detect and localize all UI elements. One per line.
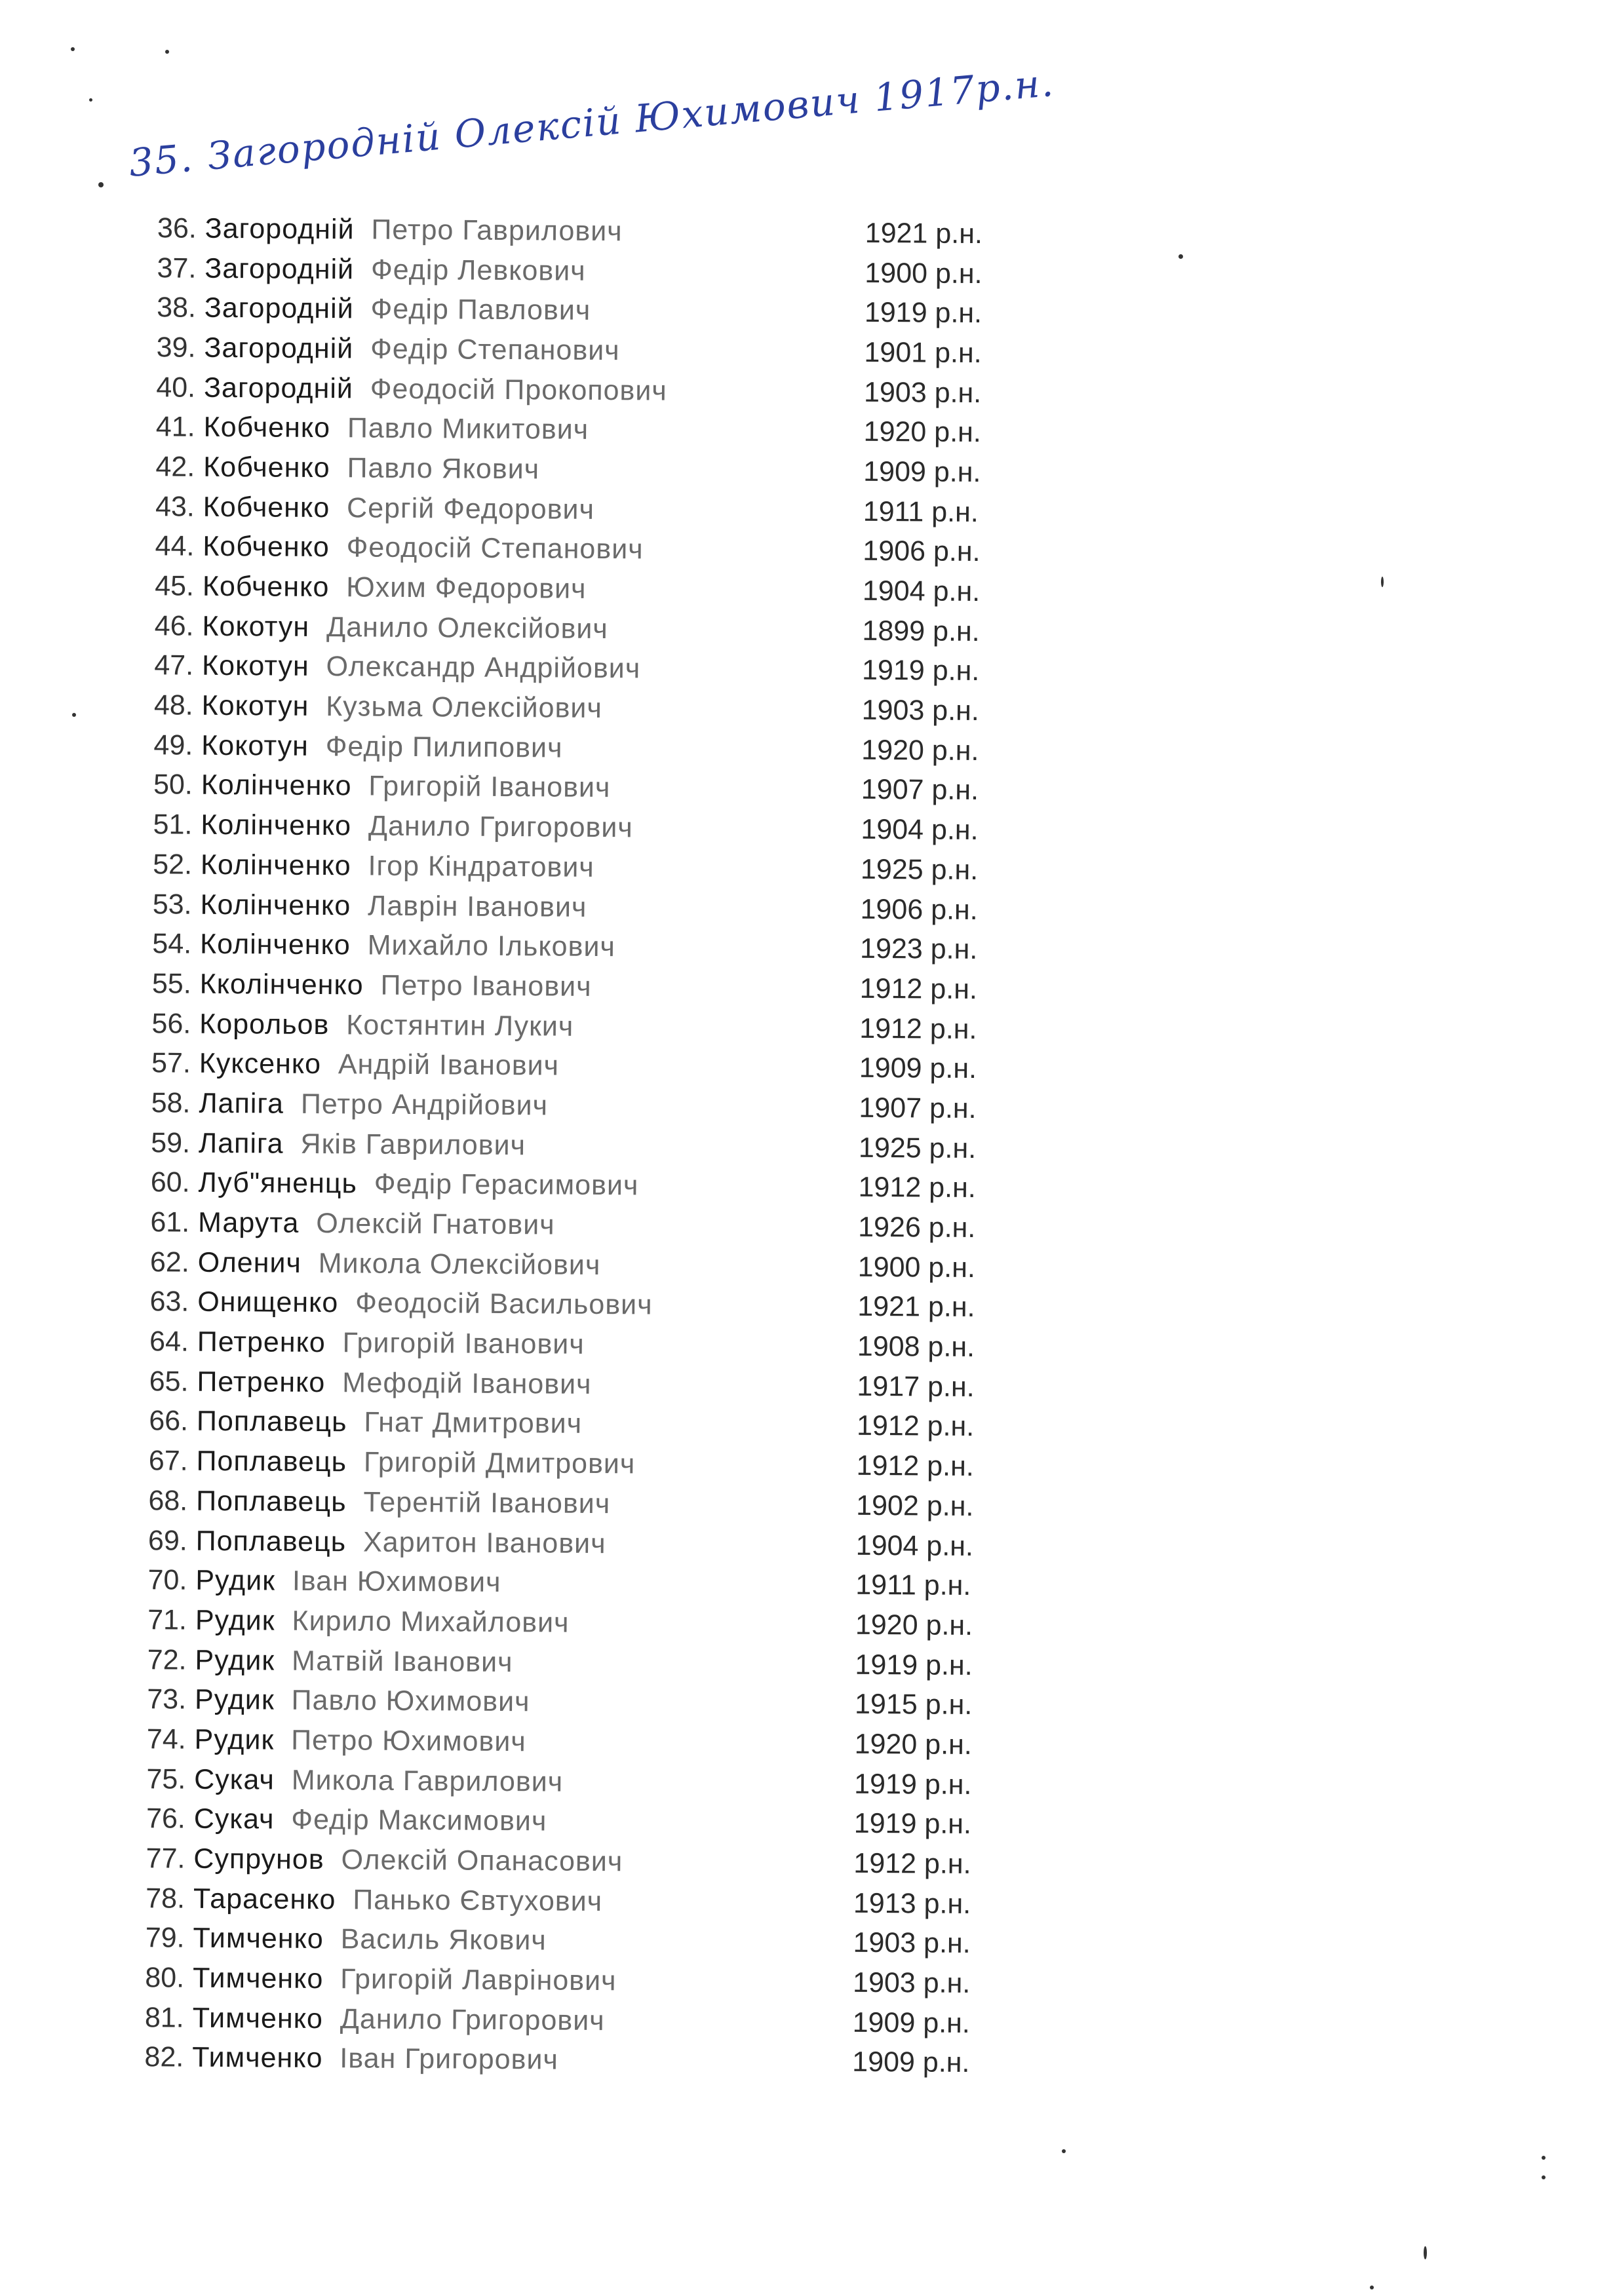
entry-number: 63. <box>149 1286 189 1318</box>
entry-name <box>184 1924 840 1957</box>
entry-name <box>191 890 847 923</box>
entry-given-names: Мефодій Іванович <box>342 1367 592 1400</box>
entry-surname: Петренко <box>197 1326 326 1359</box>
entry-given-names: Микола Олексійович <box>318 1247 601 1281</box>
entry-birth-year: 1915 р.н. <box>854 1689 973 1721</box>
entry-given-names: Петро Гаврилович <box>371 214 623 248</box>
entry-number: 45. <box>155 570 195 602</box>
entry-birth-year: 1903 р.н. <box>861 694 980 727</box>
entry-given-names: Лаврін Іванович <box>367 890 587 923</box>
entry-birth-year: 1901 р.н. <box>864 336 982 369</box>
entry-given-names: Андрій Іванович <box>338 1048 560 1082</box>
list-item <box>119 1998 1069 2044</box>
list-item <box>124 1242 1074 1289</box>
list-item <box>126 964 1076 1010</box>
list-item <box>130 328 1080 374</box>
entry-number: 39. <box>156 332 196 364</box>
entry-number: 74. <box>146 1723 186 1755</box>
entry-surname: Куксенко <box>199 1048 322 1081</box>
entry-surname: Рудик <box>194 1684 275 1716</box>
entry-birth-year: 1926 р.н. <box>858 1211 976 1244</box>
entry-surname: Онищенко <box>197 1286 339 1319</box>
list-item <box>121 1600 1072 1647</box>
entry-name <box>194 533 849 565</box>
entry-number: 67. <box>148 1445 188 1477</box>
entry-name <box>189 1206 845 1242</box>
entry-given-names: Данило Григорович <box>340 2003 605 2037</box>
entry-given-names: Яків Гаврилович <box>300 1128 526 1161</box>
entry-name <box>187 1487 843 1520</box>
list-item <box>123 1282 1074 1329</box>
entry-given-names: Феодосій Прокопович <box>370 373 667 407</box>
entry-number: 48. <box>153 689 193 721</box>
entry-surname: Кобченко <box>202 570 330 603</box>
entry-given-names: Сергій Федорович <box>346 491 595 526</box>
list-item <box>128 566 1079 613</box>
entry-surname: Поплавець <box>196 1485 347 1518</box>
entry-number: 72. <box>147 1643 187 1676</box>
entry-name <box>193 652 849 685</box>
entry-number: 71. <box>147 1604 187 1636</box>
entry-number: 57. <box>151 1047 191 1079</box>
entry-given-names: Василь Якович <box>340 1923 547 1957</box>
entry-birth-year: 1904 р.н. <box>862 575 981 608</box>
entry-surname: Сукач <box>194 1763 275 1796</box>
entry-surname: Сукач <box>193 1803 275 1835</box>
scan-speck <box>165 50 169 54</box>
entry-name <box>188 1447 844 1480</box>
entry-name <box>190 1087 846 1122</box>
entry-name <box>191 930 847 963</box>
entry-birth-year: 1912 р.н. <box>858 1172 976 1204</box>
entry-birth-year: 1919 р.н. <box>861 655 980 687</box>
entry-birth-year: 1907 р.н. <box>859 1092 977 1125</box>
entry-birth-year: 1900 р.н. <box>857 1251 976 1284</box>
entry-number: 62. <box>149 1246 189 1278</box>
entry-name <box>186 1646 842 1679</box>
entry-given-names: Григорій Іванович <box>342 1327 585 1360</box>
entry-name <box>195 373 851 406</box>
entry-birth-year: 1911 р.н. <box>855 1569 971 1602</box>
list-item <box>123 1322 1074 1368</box>
entry-surname: Колінченко <box>199 928 351 961</box>
entry-number: 70. <box>147 1564 187 1596</box>
entry-surname: Загородній <box>204 212 355 246</box>
list-item <box>128 526 1079 573</box>
entry-given-names: Юхим Федорович <box>346 571 587 605</box>
entry-name <box>196 294 851 327</box>
entry-given-names: Гнат Дмитрович <box>364 1406 583 1440</box>
entry-name <box>189 1248 845 1281</box>
entry-name <box>197 212 852 248</box>
entry-birth-year: 1903 р.н. <box>863 376 982 409</box>
entry-name <box>195 453 850 486</box>
entry-number: 73. <box>147 1683 187 1715</box>
list-item <box>121 1640 1071 1687</box>
entry-given-names: Феодосій Степанович <box>346 531 644 565</box>
list-item <box>127 685 1078 732</box>
entry-birth-year: 1919 р.н. <box>864 297 983 330</box>
entry-surname: Тарасенко <box>193 1883 336 1915</box>
entry-surname: Лапіга <box>199 1087 284 1120</box>
entry-number: 75. <box>146 1763 186 1795</box>
entry-surname: Корольов <box>199 1008 330 1041</box>
entry-surname: Кокотун <box>201 729 309 762</box>
entry-number: 53. <box>152 888 192 921</box>
entry-number: 51. <box>153 809 193 841</box>
entry-number: 46. <box>154 609 194 642</box>
entry-surname: Кокотун <box>202 610 310 643</box>
entry-surname: Кобченко <box>203 531 330 564</box>
entry-name <box>185 1885 840 1917</box>
entry-birth-year: 1919 р.н. <box>853 1808 972 1841</box>
entry-number: 61. <box>150 1206 190 1238</box>
list-item <box>121 1560 1072 1607</box>
list-item <box>126 845 1077 891</box>
entry-name <box>190 1129 846 1162</box>
entry-surname: Загородній <box>204 292 354 325</box>
entry-surname: Кобченко <box>203 411 331 444</box>
entry-name <box>193 731 848 764</box>
entry-birth-year: 1912 р.н. <box>856 1410 975 1443</box>
entry-surname: Колінченко <box>201 769 352 802</box>
entry-surname: Рудик <box>195 1644 275 1677</box>
entry-given-names: Павло Микитович <box>347 412 589 446</box>
list-item <box>124 1162 1074 1209</box>
entry-birth-year: 1903 р.н. <box>852 1966 971 2000</box>
entry-name <box>189 1328 844 1361</box>
entry-birth-year: 1913 р.н. <box>853 1887 971 1920</box>
list-item <box>119 1879 1070 1925</box>
entry-given-names: Павло Юхимович <box>291 1685 530 1718</box>
entry-given-names: Григорій Дмитрович <box>363 1446 636 1480</box>
entry-birth-year: 1907 р.н. <box>861 774 979 807</box>
entry-surname: Колінченко <box>200 849 351 882</box>
entry-given-names: Іван Григорович <box>340 2042 559 2076</box>
entry-birth-year: 1909 р.н. <box>859 1052 977 1085</box>
list-item <box>126 885 1076 931</box>
entry-number: 64. <box>149 1326 189 1358</box>
entry-number: 60. <box>150 1166 190 1199</box>
entry-surname: Колінченко <box>201 809 352 842</box>
entry-birth-year: 1909 р.н. <box>852 2006 971 2039</box>
entry-birth-year: 1912 р.н. <box>859 972 978 1005</box>
entry-given-names: Феодосій Васильович <box>355 1287 653 1322</box>
entry-surname: Луб"яненць <box>198 1167 358 1200</box>
entry-number: 79. <box>145 1922 185 1955</box>
entry-number: 36. <box>157 212 197 244</box>
entry-birth-year: 1920 р.н. <box>854 1728 972 1761</box>
entry-number: 76. <box>146 1803 186 1835</box>
scan-speck <box>1381 577 1384 587</box>
entry-surname: Тимченко <box>192 2042 323 2075</box>
entry-given-names: Федір Максимович <box>291 1804 547 1837</box>
entry-given-names: Микола Гаврилович <box>291 1764 564 1798</box>
list-item <box>119 1958 1069 2004</box>
entry-name <box>195 413 851 446</box>
list-item <box>120 1719 1070 1766</box>
entry-given-names: Данило Олексійович <box>326 611 608 645</box>
entry-name <box>189 1169 845 1202</box>
entry-surname: Тимченко <box>192 2002 324 2035</box>
entry-number: 52. <box>153 849 193 881</box>
list-item <box>127 765 1078 812</box>
list-item <box>125 1123 1075 1170</box>
entry-birth-year: 1917 р.н. <box>857 1370 975 1403</box>
entry-given-names: Петро Юхимович <box>291 1724 526 1758</box>
entry-number: 54. <box>152 928 192 960</box>
entry-surname: Загородній <box>204 252 355 285</box>
entry-name <box>191 1010 846 1043</box>
handwritten-entry-text: Загородній Олексій Юхимович 1917р.н. <box>205 60 1057 179</box>
entry-name <box>184 2004 840 2037</box>
entry-number: 40. <box>156 371 196 404</box>
entry-birth-year: 1909 р.н. <box>863 455 981 489</box>
list-item <box>129 447 1080 493</box>
list-item <box>130 288 1081 334</box>
entry-given-names: Харитон Іванович <box>362 1526 606 1559</box>
entry-name <box>184 1964 840 1997</box>
entry-name <box>192 811 847 844</box>
name-list <box>118 208 1081 2084</box>
scan-speck <box>1542 2175 1546 2179</box>
entry-given-names: Кирило Михайлович <box>292 1605 570 1639</box>
entry-number: 65. <box>149 1366 189 1398</box>
scan-speck <box>1424 2246 1427 2259</box>
entry-number: 80. <box>145 1962 185 1994</box>
entry-birth-year: 1899 р.н. <box>862 615 980 647</box>
list-item <box>119 1918 1069 1964</box>
entry-name <box>193 689 849 725</box>
entry-name <box>187 1564 842 1599</box>
entry-number: 82. <box>144 2041 184 2074</box>
entry-name <box>192 851 847 884</box>
list-item <box>120 1799 1070 1845</box>
entry-given-names: Панько Євтухович <box>353 1884 603 1917</box>
list-item <box>125 1004 1076 1050</box>
entry-name <box>193 771 848 804</box>
entry-number: 81. <box>144 2001 184 2034</box>
entry-name <box>185 1765 841 1798</box>
entry-birth-year: 1906 р.н. <box>863 535 981 568</box>
entry-surname: Кокотун <box>201 689 309 723</box>
entry-birth-year: 1921 р.н. <box>857 1291 975 1324</box>
list-item <box>123 1362 1073 1408</box>
entry-surname: Кколінченко <box>199 968 364 1001</box>
entry-name <box>187 1604 842 1639</box>
entry-given-names: Костянтин Лукич <box>346 1008 574 1043</box>
entry-surname: Лапіга <box>198 1127 284 1160</box>
entry-given-names: Федір Степанович <box>370 333 620 367</box>
entry-given-names: Терентій Іванович <box>363 1486 611 1520</box>
list-item <box>131 208 1081 255</box>
entry-surname: Тимченко <box>193 1923 324 1955</box>
list-item <box>127 725 1078 772</box>
entry-number: 66. <box>149 1405 189 1438</box>
entry-given-names: Олексій Гнатович <box>316 1208 555 1241</box>
entry-surname: Кокотун <box>201 650 309 683</box>
entry-birth-year: 1920 р.н. <box>863 416 981 449</box>
scan-speck <box>1542 2156 1546 2160</box>
list-item <box>122 1521 1072 1567</box>
entry-birth-year: 1908 р.н. <box>857 1330 975 1364</box>
entry-given-names: Іван Юхимович <box>292 1565 501 1599</box>
entry-name <box>194 570 849 605</box>
list-item <box>129 407 1080 453</box>
entry-surname: Марута <box>197 1206 300 1239</box>
entry-surname: Поплавець <box>195 1525 347 1558</box>
entry-name <box>187 1527 843 1559</box>
entry-birth-year: 1904 р.н. <box>861 813 979 847</box>
entry-birth-year: 1911 р.н. <box>863 495 979 528</box>
entry-given-names: Петро Андрійович <box>300 1088 549 1122</box>
entry-given-names: Павло Якович <box>347 452 540 486</box>
entry-surname: Кобченко <box>203 451 330 484</box>
entry-surname: Кобченко <box>203 491 330 524</box>
entry-birth-year: 1920 р.н. <box>861 734 979 767</box>
entry-number: 44. <box>155 530 195 563</box>
list-item <box>122 1441 1072 1487</box>
list-item <box>122 1481 1072 1527</box>
scan-speck <box>1062 2149 1066 2153</box>
list-item <box>130 248 1081 295</box>
list-item <box>124 1202 1074 1249</box>
entry-number: 43. <box>155 490 195 523</box>
list-item <box>126 805 1077 851</box>
entry-birth-year: 1919 р.н. <box>855 1649 973 1681</box>
entry-birth-year: 1912 р.н. <box>856 1449 974 1483</box>
list-item <box>120 1759 1070 1806</box>
entry-name <box>185 1845 840 1878</box>
scan-speck <box>1370 2286 1374 2289</box>
scan-speck <box>1178 254 1183 259</box>
handwritten-entry-number: 35. <box>127 135 195 185</box>
list-item <box>128 606 1078 653</box>
list-item <box>129 487 1080 533</box>
entry-number: 69. <box>147 1524 187 1557</box>
entry-given-names: Федір Левкович <box>370 254 586 287</box>
entry-given-names: Федір Пилипович <box>325 730 563 764</box>
entry-number: 49. <box>153 729 193 761</box>
list-item <box>119 1839 1070 1885</box>
entry-given-names: Кузьма Олексійович <box>326 691 602 725</box>
entry-number: 38. <box>156 292 197 324</box>
entry-given-names: Михайло Ількович <box>367 929 616 963</box>
entry-birth-year: 1920 р.н. <box>855 1609 973 1641</box>
handwritten-entry <box>127 60 1056 185</box>
entry-name <box>195 334 851 367</box>
entry-given-names: Данило Григорович <box>368 810 633 844</box>
list-item <box>123 1402 1073 1448</box>
scan-speck <box>71 47 75 51</box>
scan-speck <box>98 182 104 187</box>
entry-number: 55. <box>151 968 191 1000</box>
entry-birth-year: 1923 р.н. <box>859 933 978 966</box>
entry-name <box>189 1288 844 1321</box>
entry-birth-year: 1925 р.н. <box>860 853 979 886</box>
entry-number: 37. <box>157 252 197 284</box>
entry-surname: Петренко <box>197 1366 326 1398</box>
entry-name <box>191 970 847 1003</box>
entry-surname: Поплавець <box>196 1445 347 1478</box>
entry-given-names: Федір Герасимович <box>374 1168 639 1202</box>
list-item <box>118 2038 1068 2084</box>
entry-surname: Загородній <box>204 332 354 365</box>
entry-number: 42. <box>155 451 195 483</box>
entry-given-names: Петро Іванович <box>380 969 592 1003</box>
entry-given-names: Олександр Андрійович <box>326 651 641 685</box>
entry-name <box>188 1368 844 1400</box>
entry-number: 77. <box>146 1843 185 1875</box>
scan-speck <box>89 98 92 102</box>
entry-surname: Поплавець <box>196 1406 347 1438</box>
entry-given-names: Олексій Опанасович <box>341 1844 623 1878</box>
entry-birth-year: 1912 р.н. <box>853 1847 971 1881</box>
entry-surname: Оленич <box>197 1246 302 1279</box>
entry-given-names: Григорій Іванович <box>368 771 611 804</box>
entry-name <box>188 1407 844 1440</box>
entry-name <box>186 1723 842 1759</box>
entry-birth-year: 1919 р.н. <box>854 1768 972 1801</box>
list-item <box>128 646 1078 693</box>
entry-name <box>195 493 850 526</box>
entry-number: 47. <box>154 649 194 682</box>
entry-surname: Рудик <box>195 1564 276 1597</box>
entry-name <box>186 1686 842 1719</box>
entry-birth-year: 1909 р.н. <box>852 2046 970 2079</box>
list-item <box>125 1043 1076 1090</box>
entry-number: 68. <box>148 1485 188 1517</box>
entry-birth-year: 1906 р.н. <box>860 893 978 926</box>
entry-name <box>191 1050 846 1082</box>
entry-number: 41. <box>155 411 195 443</box>
entry-birth-year: 1912 р.н. <box>859 1012 977 1045</box>
entry-number: 78. <box>146 1882 185 1915</box>
entry-given-names: Григорій Лаврінович <box>340 1963 617 1997</box>
entry-birth-year: 1921 р.н. <box>865 217 983 250</box>
list-item <box>126 924 1076 970</box>
entry-surname: Рудик <box>194 1723 275 1756</box>
entry-birth-year: 1900 р.н. <box>865 257 983 290</box>
list-item <box>130 368 1080 414</box>
entry-birth-year: 1902 р.н. <box>856 1489 974 1522</box>
entry-surname: Тимченко <box>192 1962 324 1995</box>
entry-surname: Рудик <box>195 1604 275 1637</box>
scan-speck <box>72 713 76 717</box>
entry-number: 58. <box>151 1087 191 1119</box>
entry-birth-year: 1925 р.н. <box>858 1132 977 1164</box>
entry-number: 56. <box>151 1007 191 1040</box>
list-item <box>121 1679 1071 1726</box>
entry-birth-year: 1903 р.н. <box>853 1927 971 1960</box>
entry-name <box>185 1805 841 1838</box>
entry-surname: Колінченко <box>200 889 351 921</box>
list-item <box>125 1083 1075 1130</box>
entry-given-names: Федір Павлович <box>370 293 591 327</box>
entry-surname: Загородній <box>203 372 354 404</box>
entry-name <box>196 254 851 287</box>
entry-surname: Супрунов <box>193 1843 324 1876</box>
entry-given-names: Ігор Кіндратович <box>368 850 594 883</box>
entry-number: 59. <box>151 1126 191 1159</box>
entry-name <box>193 612 849 645</box>
entry-number: 50. <box>153 769 193 801</box>
entry-given-names: Матвій Іванович <box>291 1645 513 1678</box>
entry-name <box>184 2044 839 2076</box>
entry-birth-year: 1904 р.н. <box>855 1529 974 1562</box>
